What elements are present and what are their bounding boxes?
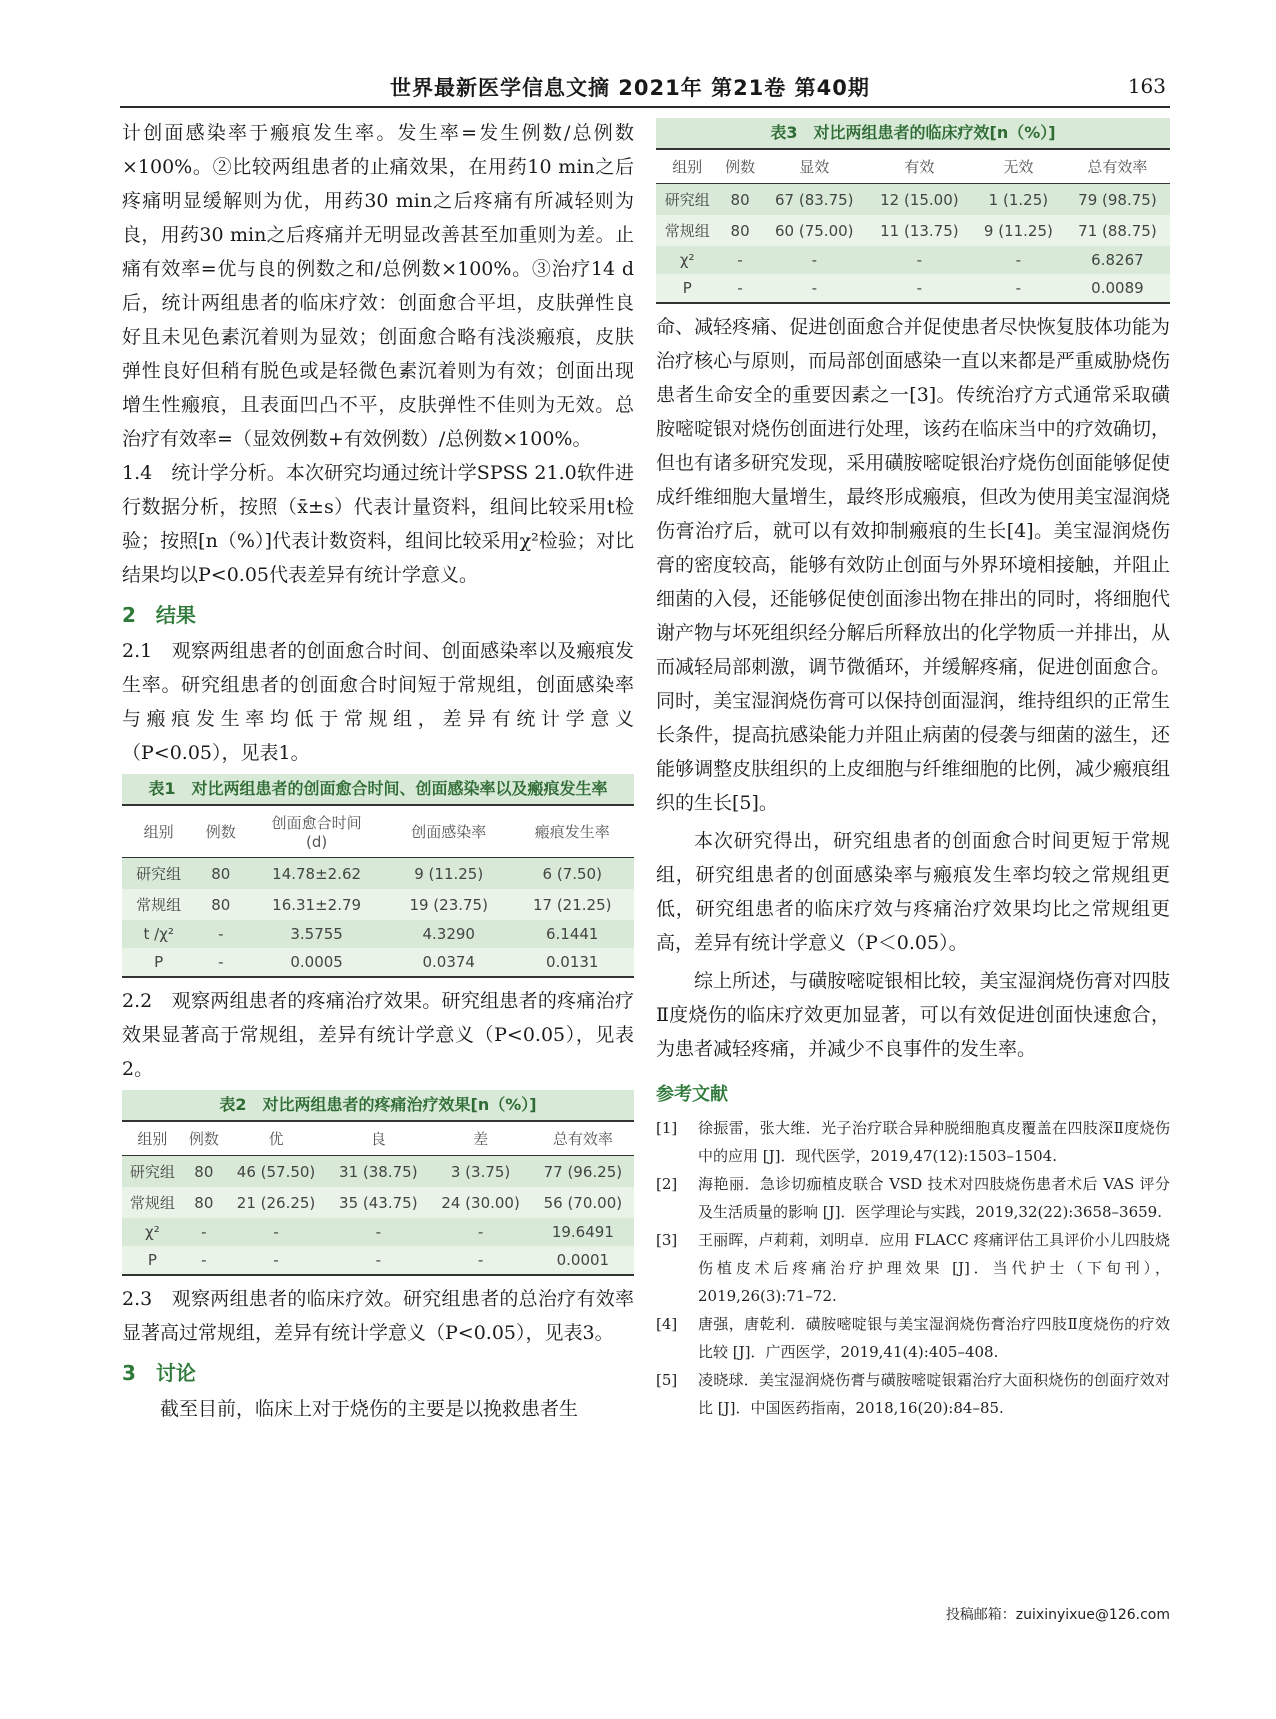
table-cell: 21 (26.25) bbox=[225, 1187, 327, 1218]
table-header: 组别 bbox=[122, 805, 195, 858]
table-cell: 1 (1.25) bbox=[972, 184, 1065, 216]
table-header: 总有效率 bbox=[532, 1121, 634, 1156]
table-cell: - bbox=[972, 246, 1065, 274]
table-header: 瘢痕发生率 bbox=[510, 805, 634, 858]
table-cell: 14.78±2.62 bbox=[246, 858, 387, 890]
table-cell: 0.0374 bbox=[387, 948, 511, 977]
table-cell: - bbox=[327, 1246, 429, 1275]
reference-text: 徐振雷，张大维．光子治疗联合异种脱细胞真皮覆盖在四肢深Ⅱ度烧伤中的应用 [J]．现代医学，2019,47(12):1503–1504. bbox=[698, 1119, 1170, 1165]
reference-number: [2] bbox=[656, 1175, 678, 1193]
reference-number: [1] bbox=[656, 1119, 678, 1137]
reference-list bbox=[656, 1114, 1170, 1422]
table-header: 差 bbox=[429, 1121, 531, 1156]
table-row bbox=[656, 274, 1170, 303]
table-row bbox=[122, 1218, 634, 1246]
table-cell: - bbox=[327, 1218, 429, 1246]
table-cell: - bbox=[762, 274, 867, 303]
table-cell: - bbox=[225, 1246, 327, 1275]
table-header: 组别 bbox=[122, 1121, 183, 1156]
table-cell: 46 (57.50) bbox=[225, 1156, 327, 1188]
table-header: 有效 bbox=[867, 149, 972, 184]
reference-item bbox=[656, 1114, 1170, 1170]
section-heading: 2 结果 bbox=[122, 603, 196, 627]
table-cell: 71 (88.75) bbox=[1065, 215, 1170, 246]
table-cell: 35 (43.75) bbox=[327, 1187, 429, 1218]
table-caption: 表1 对比两组患者的创面愈合时间、创面感染率以及瘢痕发生率 bbox=[122, 774, 634, 804]
table-header: 例数 bbox=[718, 149, 761, 184]
table-cell: - bbox=[867, 246, 972, 274]
table-header: 创面感染率 bbox=[387, 805, 511, 858]
table-cell: 16.31±2.79 bbox=[246, 889, 387, 920]
reference-number: [4] bbox=[656, 1315, 678, 1333]
table-cell: - bbox=[183, 1246, 225, 1275]
table-cell: 9 (11.25) bbox=[972, 215, 1065, 246]
table-row bbox=[122, 1246, 634, 1275]
references-heading: 参考文献 bbox=[656, 1084, 728, 1105]
table-row bbox=[656, 184, 1170, 216]
reference-item bbox=[656, 1366, 1170, 1422]
table-cell: 60 (75.00) bbox=[762, 215, 867, 246]
right-column bbox=[656, 118, 1170, 1422]
table-cell: χ² bbox=[122, 1218, 183, 1246]
table-cell: 3.5755 bbox=[246, 920, 387, 948]
table-cell: - bbox=[429, 1246, 531, 1275]
table-cell: 80 bbox=[718, 215, 761, 246]
paragraph: 2.2 观察两组患者的疼痛治疗效果。研究组患者的疼痛治疗效果显著高于常规组，差异有统计学意义（P<0.05），见表2。 bbox=[122, 990, 634, 1080]
data-table bbox=[656, 148, 1170, 304]
reference-item bbox=[656, 1170, 1170, 1226]
table-row bbox=[122, 1156, 634, 1188]
table-cell: 6.8267 bbox=[1065, 246, 1170, 274]
table-cell: χ² bbox=[656, 246, 718, 274]
table-cell: - bbox=[195, 948, 246, 977]
table-cell: P bbox=[122, 948, 195, 977]
table-3 bbox=[656, 118, 1170, 304]
reference-text: 凌晓球．美宝湿润烧伤膏与磺胺嘧啶银霜治疗大面积烧伤的创面疗效对比 [J]．中国医药指南，2018,16(20):84–85. bbox=[698, 1371, 1170, 1417]
submission-email: 投稿邮箱：zuixinyixue@126.com bbox=[945, 1607, 1170, 1623]
table-header: 组别 bbox=[656, 149, 718, 184]
table-caption: 表3 对比两组患者的临床疗效[n（%）] bbox=[656, 118, 1170, 148]
table-cell: 80 bbox=[195, 858, 246, 890]
table-header: 显效 bbox=[762, 149, 867, 184]
table-row bbox=[122, 889, 634, 920]
table-cell: - bbox=[972, 274, 1065, 303]
table-1 bbox=[122, 774, 634, 978]
section-heading: 3 讨论 bbox=[122, 1361, 196, 1385]
page-number: 163 bbox=[1127, 74, 1166, 98]
paragraph: 综上所述，与磺胺嘧啶银相比较，美宝湿润烧伤膏对四肢Ⅱ度烧伤的临床疗效更加显著，可以有效促进创面快速愈合，为患者减轻疼痛，并减少不良事件的发生率。 bbox=[656, 970, 1170, 1060]
table-row bbox=[122, 858, 634, 890]
table-cell: 19 (23.75) bbox=[387, 889, 511, 920]
table-cell: 0.0005 bbox=[246, 948, 387, 977]
table-header: 无效 bbox=[972, 149, 1065, 184]
table-cell: 常规组 bbox=[122, 889, 195, 920]
table-cell: 31 (38.75) bbox=[327, 1156, 429, 1188]
table-header: 良 bbox=[327, 1121, 429, 1156]
table-row bbox=[656, 246, 1170, 274]
table-cell: 研究组 bbox=[656, 184, 718, 216]
table-cell: P bbox=[122, 1246, 183, 1275]
table-cell: - bbox=[183, 1218, 225, 1246]
reference-number: [5] bbox=[656, 1371, 678, 1389]
left-column bbox=[122, 116, 634, 1426]
table-cell: 24 (30.00) bbox=[429, 1187, 531, 1218]
table-cell: - bbox=[225, 1218, 327, 1246]
table-cell: 0.0089 bbox=[1065, 274, 1170, 303]
table-row bbox=[122, 1187, 634, 1218]
table-header: 优 bbox=[225, 1121, 327, 1156]
table-header: 例数 bbox=[183, 1121, 225, 1156]
table-cell: 77 (96.25) bbox=[532, 1156, 634, 1188]
table-header: 创面愈合时间 (d) bbox=[246, 805, 387, 858]
table-row bbox=[122, 920, 634, 948]
table-cell: - bbox=[195, 920, 246, 948]
table-cell: 0.0131 bbox=[510, 948, 634, 977]
table-cell: 研究组 bbox=[122, 1156, 183, 1188]
paragraph: 2.3 观察两组患者的临床疗效。研究组患者的总治疗有效率显著高过常规组，差异有统计学意义（P<0.05），见表3。 bbox=[122, 1288, 634, 1344]
table-cell: 常规组 bbox=[656, 215, 718, 246]
table-header: 例数 bbox=[195, 805, 246, 858]
table-cell: 80 bbox=[183, 1156, 225, 1188]
table-caption: 表2 对比两组患者的疼痛治疗效果[n（%）] bbox=[122, 1090, 634, 1120]
table-cell: 17 (21.25) bbox=[510, 889, 634, 920]
table-cell: - bbox=[867, 274, 972, 303]
reference-number: [3] bbox=[656, 1231, 678, 1249]
table-header: 总有效率 bbox=[1065, 149, 1170, 184]
reference-text: 海艳丽．急诊切痂植皮联合 VSD 技术对四肢烧伤患者术后 VAS 评分及生活质量的影响 [J]．医学理论与实践，2019,32(22):3658–3659. bbox=[698, 1175, 1170, 1221]
table-2 bbox=[122, 1090, 634, 1276]
paragraph: 1.4 统计学分析。本次研究均通过统计学SPSS 21.0软件进行数据分析，按照（x̄±s）代表计量资料，组间比较采用t检验；按照[n（%）]代表计数资料，组间比较采用χ²检验；对比结果均以P<0.05代表差异有统计学意义。 bbox=[122, 462, 634, 586]
table-cell: - bbox=[718, 246, 761, 274]
reference-text: 唐强，唐乾利．磺胺嘧啶银与美宝湿润烧伤膏治疗四肢Ⅱ度烧伤的疗效比较 [J]．广西医学，2019,41(4):405–408. bbox=[698, 1315, 1170, 1361]
paragraph: 本次研究得出，研究组患者的创面愈合时间更短于常规组，研究组患者的创面感染率与瘢痕发生率均较之常规组更低，研究组患者的临床疗效与疼痛治疗效果均比之常规组更高，差异有统计学意义（P＜0.05）。 bbox=[656, 830, 1170, 954]
reference-item bbox=[656, 1310, 1170, 1366]
table-cell: 11 (13.75) bbox=[867, 215, 972, 246]
table-cell: 80 bbox=[718, 184, 761, 216]
reference-text: 王丽晖，卢莉莉，刘明卓．应用 FLACC 疼痛评估工具评价小儿四肢烧伤植皮术后疼痛治疗护理效果 [J]．当代护士（下旬刊），2019,26(3):71–72. bbox=[698, 1231, 1170, 1305]
table-row bbox=[656, 215, 1170, 246]
paragraph: 计创面感染率于瘢痕发生率。发生率=发生例数/总例数×100%。②比较两组患者的止痛效果，在用药10 min之后疼痛明显缓解则为优，用药30 min之后疼痛有所减轻则为良，用药30 min之后疼痛并无明显改善甚至加重则为差。止痛有效率=优与良的例数之和/总例数×100%。③治疗14 d后，统计两组患者的临床疗效：创面愈合平坦，皮肤弹性良好且未见色素沉着则为显效；创面愈合略有浅淡瘢痕，皮肤弹性良好但稍有脱色或是轻微色素沉着则为有效；创面出现增生性瘢痕，且表面凹凸不平，皮肤弹性不佳则为无效。总治疗有效率=（显效例数+有效例数）/总例数×100%。 bbox=[122, 122, 634, 450]
paragraph: 截至目前，临床上对于烧伤的主要是以挽救患者生 bbox=[160, 1398, 579, 1420]
table-cell: 80 bbox=[195, 889, 246, 920]
table-cell: - bbox=[429, 1218, 531, 1246]
table-cell: 56 (70.00) bbox=[532, 1187, 634, 1218]
table-row bbox=[122, 948, 634, 977]
table-cell: 19.6491 bbox=[532, 1218, 634, 1246]
table-cell: 12 (15.00) bbox=[867, 184, 972, 216]
data-table bbox=[122, 804, 634, 978]
table-cell: P bbox=[656, 274, 718, 303]
data-table bbox=[122, 1120, 634, 1276]
paragraph: 2.1 观察两组患者的创面愈合时间、创面感染率以及瘢痕发生率。研究组患者的创面愈合时间短于常规组，创面感染率与瘢痕发生率均低于常规组，差异有统计学意义（P<0.05），见表1。 bbox=[122, 640, 634, 764]
table-cell: 常规组 bbox=[122, 1187, 183, 1218]
table-cell: 6 (7.50) bbox=[510, 858, 634, 890]
table-cell: 80 bbox=[183, 1187, 225, 1218]
table-cell: - bbox=[718, 274, 761, 303]
journal-title: 世界最新医学信息文摘 2021年 第21卷 第40期 bbox=[390, 76, 870, 100]
running-header bbox=[120, 70, 1170, 108]
table-cell: t /χ² bbox=[122, 920, 195, 948]
table-cell: 67 (83.75) bbox=[762, 184, 867, 216]
table-cell: 79 (98.75) bbox=[1065, 184, 1170, 216]
paragraph: 命、减轻疼痛、促进创面愈合并促使患者尽快恢复肢体功能为治疗核心与原则，而局部创面感染一直以来都是严重威胁烧伤患者生命安全的重要因素之一[3]。传统治疗方式通常采取磺胺嘧啶银对烧伤创面进行处理，该药在临床当中的疗效确切，但也有诸多研究发现，采用磺胺嘧啶银治疗烧伤创面能够促使成纤维细胞大量增生，最终形成瘢痕，但改为使用美宝湿润烧伤膏治疗后，就可以有效抑制瘢痕的生长[4]。美宝湿润烧伤膏的密度较高，能够有效防止创面与外界环境相接触，并阻止细菌的入侵，还能够促使创面渗出物在排出的同时，将细胞代谢产物与坏死组织经分解后所释放出的化学物质一并排出，从而减轻局部刺激，调节微循环，并缓解疼痛，促进创面愈合。同时，美宝湿润烧伤膏可以保持创面湿润，维持组织的正常生长条件，提高抗感染能力并阻止病菌的侵袭与细菌的滋生，还能够调整皮肤组织的上皮细胞与纤维细胞的比例，减少瘢痕组织的生长[5]。 bbox=[656, 316, 1170, 814]
table-cell: 9 (11.25) bbox=[387, 858, 511, 890]
table-cell: 3 (3.75) bbox=[429, 1156, 531, 1188]
reference-item bbox=[656, 1226, 1170, 1310]
table-cell: 4.3290 bbox=[387, 920, 511, 948]
table-cell: 6.1441 bbox=[510, 920, 634, 948]
table-cell: - bbox=[762, 246, 867, 274]
table-cell: 研究组 bbox=[122, 858, 195, 890]
table-cell: 0.0001 bbox=[532, 1246, 634, 1275]
